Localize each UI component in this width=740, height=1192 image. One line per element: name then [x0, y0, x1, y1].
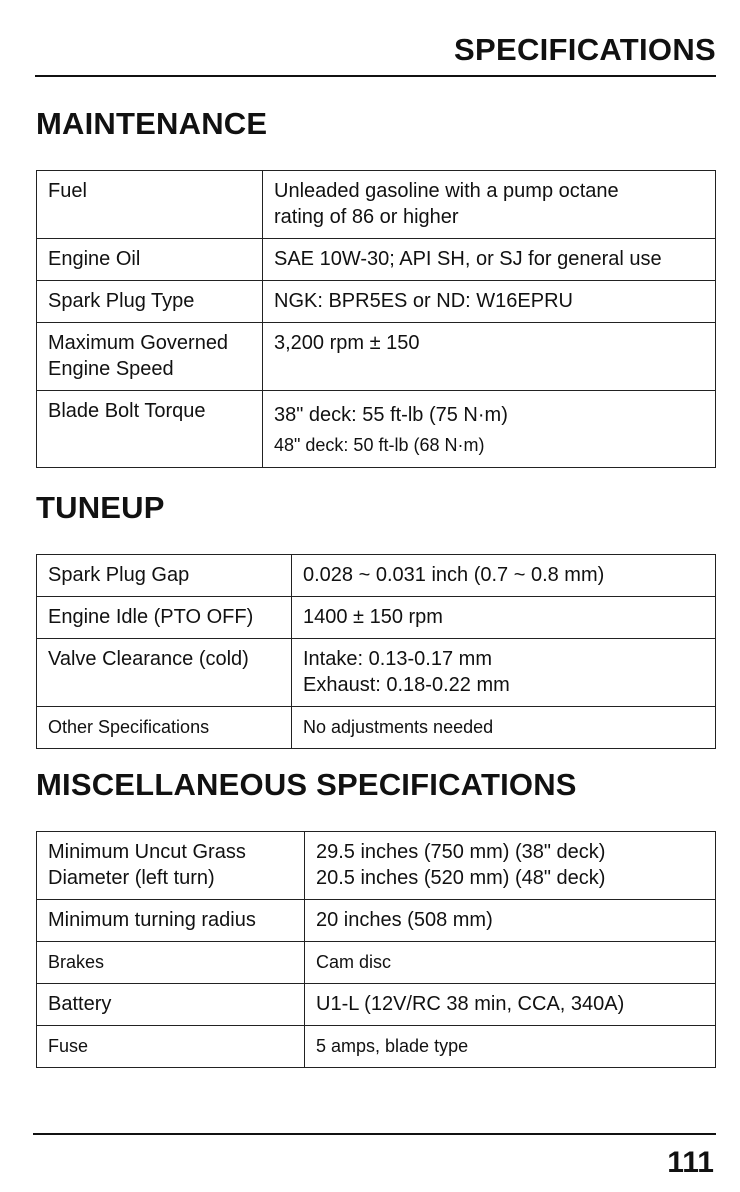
spec-label: Spark Plug Gap — [37, 555, 292, 597]
section-title-maintenance: MAINTENANCE — [36, 106, 268, 141]
spec-label: Fuel — [37, 171, 263, 239]
spec-value: NGK: BPR5ES or ND: W16EPRU — [263, 281, 716, 323]
section-title-tuneup: TUNEUP — [36, 490, 165, 525]
spec-value: U1-L (12V/RC 38 min, CCA, 340A) — [305, 984, 716, 1026]
table-row — [37, 323, 716, 391]
spec-value — [305, 832, 716, 900]
spec-value: SAE 10W-30; API SH, or SJ for general use — [263, 239, 716, 281]
spec-label: Blade Bolt Torque — [37, 391, 263, 468]
spec-value-line: 29.5 inches (750 mm) (38" deck) — [316, 841, 606, 863]
table-row — [37, 1026, 716, 1068]
spec-value: 1400 ± 150 rpm — [292, 597, 716, 639]
table-row — [37, 281, 716, 323]
spec-value: No adjustments needed — [292, 707, 716, 749]
table-row — [37, 555, 716, 597]
spec-label: Maximum Governed Engine Speed — [37, 323, 263, 391]
spec-value-line: Intake: 0.13-0.17 mm — [303, 648, 492, 670]
spec-value-line: Unleaded gasoline with a pump octane — [274, 180, 619, 202]
spec-value-line: 20.5 inches (520 mm) (48" deck) — [316, 867, 606, 889]
spec-value — [263, 171, 716, 239]
spec-value: 20 inches (508 mm) — [305, 900, 716, 942]
table-row — [37, 171, 716, 239]
spec-label: Spark Plug Type — [37, 281, 263, 323]
spec-value: 3,200 rpm ± 150 — [263, 323, 716, 391]
section-title-miscellaneous: MISCELLANEOUS SPECIFICATIONS — [36, 767, 577, 802]
maintenance-table — [36, 170, 716, 468]
spec-label: Valve Clearance (cold) — [37, 639, 292, 707]
spec-value — [263, 391, 716, 468]
spec-label: Minimum Uncut Grass Diameter (left turn) — [37, 832, 305, 900]
spec-value-line: rating of 86 or higher — [274, 206, 459, 228]
table-row — [37, 639, 716, 707]
table-row — [37, 707, 716, 749]
header-rule — [35, 75, 716, 77]
spec-value — [292, 639, 716, 707]
table-row — [37, 239, 716, 281]
table-row — [37, 391, 716, 468]
spec-label: Battery — [37, 984, 305, 1026]
spec-value: 0.028 ~ 0.031 inch (0.7 ~ 0.8 mm) — [292, 555, 716, 597]
misc-table — [36, 831, 716, 1068]
page-header-title: SPECIFICATIONS — [454, 32, 716, 67]
table-row — [37, 900, 716, 942]
spec-value-line: 38" deck: 55 ft-lb (75 N·m) — [274, 404, 508, 426]
page-number: 111 — [667, 1146, 714, 1179]
spec-value-line: 48" deck: 50 ft-lb (68 N·m) — [274, 435, 485, 455]
spec-label: Other Specifications — [37, 707, 292, 749]
table-row — [37, 597, 716, 639]
footer-rule — [33, 1133, 716, 1135]
spec-label: Engine Idle (PTO OFF) — [37, 597, 292, 639]
spec-label: Engine Oil — [37, 239, 263, 281]
spec-label: Brakes — [37, 942, 305, 984]
spec-label: Fuse — [37, 1026, 305, 1068]
table-row — [37, 942, 716, 984]
spec-value: Cam disc — [305, 942, 716, 984]
spec-value: 5 amps, blade type — [305, 1026, 716, 1068]
tuneup-table — [36, 554, 716, 749]
table-row — [37, 984, 716, 1026]
table-row — [37, 832, 716, 900]
spec-label: Minimum turning radius — [37, 900, 305, 942]
spec-value-line: Exhaust: 0.18-0.22 mm — [303, 674, 510, 696]
